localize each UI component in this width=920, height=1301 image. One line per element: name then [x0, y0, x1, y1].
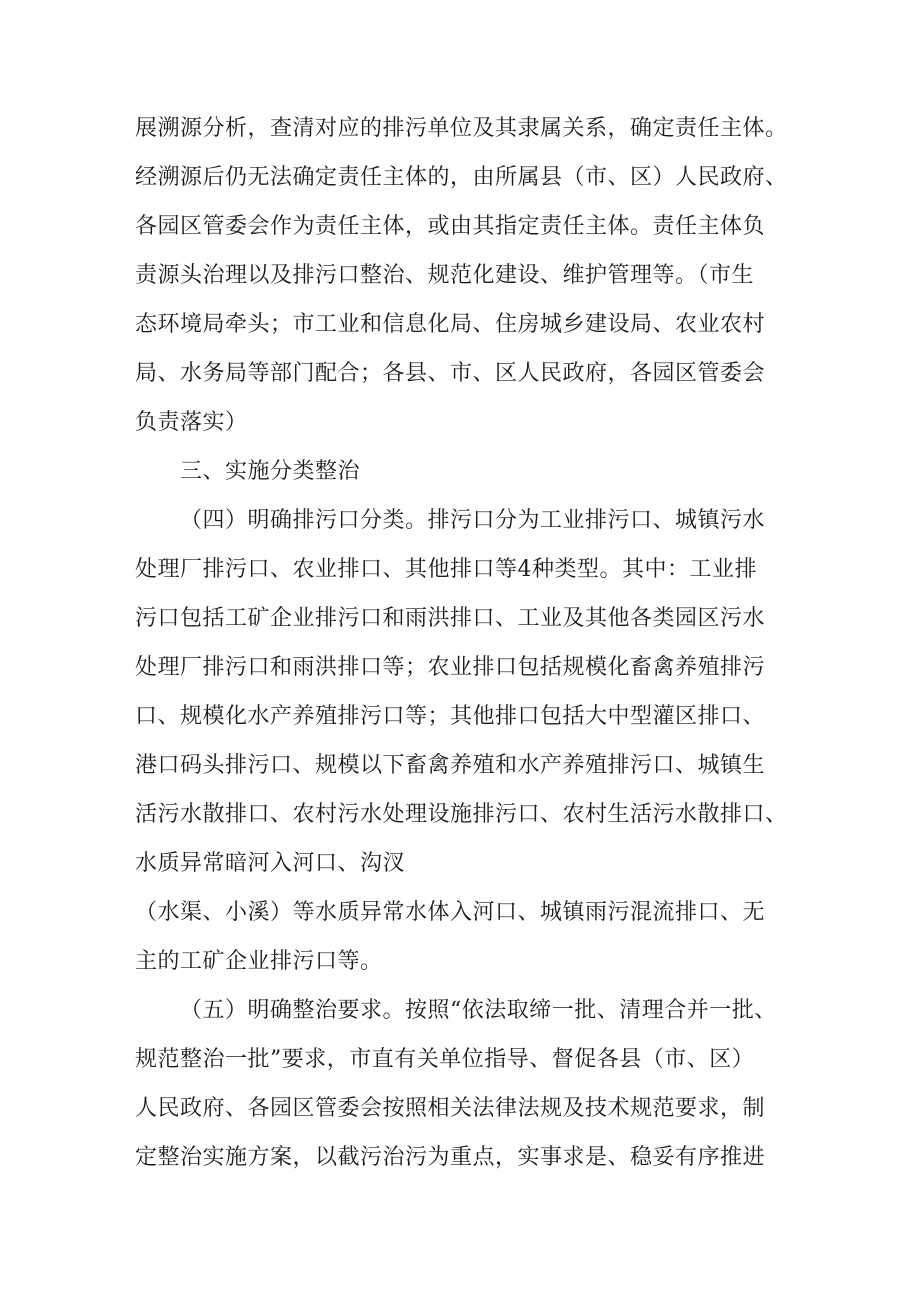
- body-text-line: 经溯源后仍无法确定责任主体的，由所属县（市、区）人民政府、: [135, 165, 788, 190]
- body-text-line: 处理厂排污口和雨洪排口等；农业排口包括规模化畜禽养殖排污: [135, 655, 766, 680]
- body-text-line: 责源头治理以及排污口整治、规范化建设、维护管理等。（市生: [135, 263, 755, 288]
- body-text-line: 人民政府、各园区管委会按照相关法律法规及技术规范要求，制: [135, 1096, 766, 1121]
- body-text-line: 规范整治一批”要求，市直有关单位指导、督促各县（市、区）: [135, 1047, 755, 1072]
- body-text-line: 活污水散排口、农村污水处理设施排污口、农村生活污水散排口、: [135, 802, 788, 827]
- body-text-line: 港口码头排污口、规模以下畜禽养殖和水产养殖排污口、城镇生: [135, 753, 766, 778]
- body-text-line: 口、规模化水产养殖排污口等；其他排口包括大中型灌区排口、: [135, 704, 766, 729]
- body-text-line: 定整治实施方案，以截污治污为重点，实事求是、稳妥有序推进: [135, 1145, 766, 1170]
- body-text-line: （四）明确排污口分类。排污口分为工业排污口、城镇污水: [180, 508, 766, 533]
- body-text-line: （五）明确整治要求。按照“依法取缔一批、清理合并一批、: [180, 998, 777, 1023]
- body-text-line: （水渠、小溪）等水质异常水体入河口、城镇雨污混流排口、无: [135, 900, 766, 925]
- body-text-line: 污口包括工矿企业排污口和雨洪排口、工业及其他各类园区污水: [135, 606, 766, 631]
- section-heading: 三、实施分类整治: [180, 459, 361, 484]
- body-text-line: 处理厂排污口、农业排口、其他排口等4种类型。其中：工业排: [135, 557, 757, 582]
- body-text-line: 主的工矿企业排污口等。: [135, 949, 383, 974]
- body-text-line: 态环境局牵头；市工业和信息化局、住房城乡建设局、农业农村: [135, 312, 766, 337]
- body-text-line: 展溯源分析，查清对应的排污单位及其隶属关系，确定责任主体。: [135, 116, 788, 141]
- body-text-line: 水质异常暗河入河口、沟汊: [135, 851, 406, 876]
- body-text-line: 各园区管委会作为责任主体，或由其指定责任主体。责任主体负: [135, 214, 766, 239]
- body-text-line: 局、水务局等部门配合；各县、市、区人民政府，各园区管委会: [135, 361, 766, 386]
- body-text-line: 负责落实）: [135, 410, 248, 435]
